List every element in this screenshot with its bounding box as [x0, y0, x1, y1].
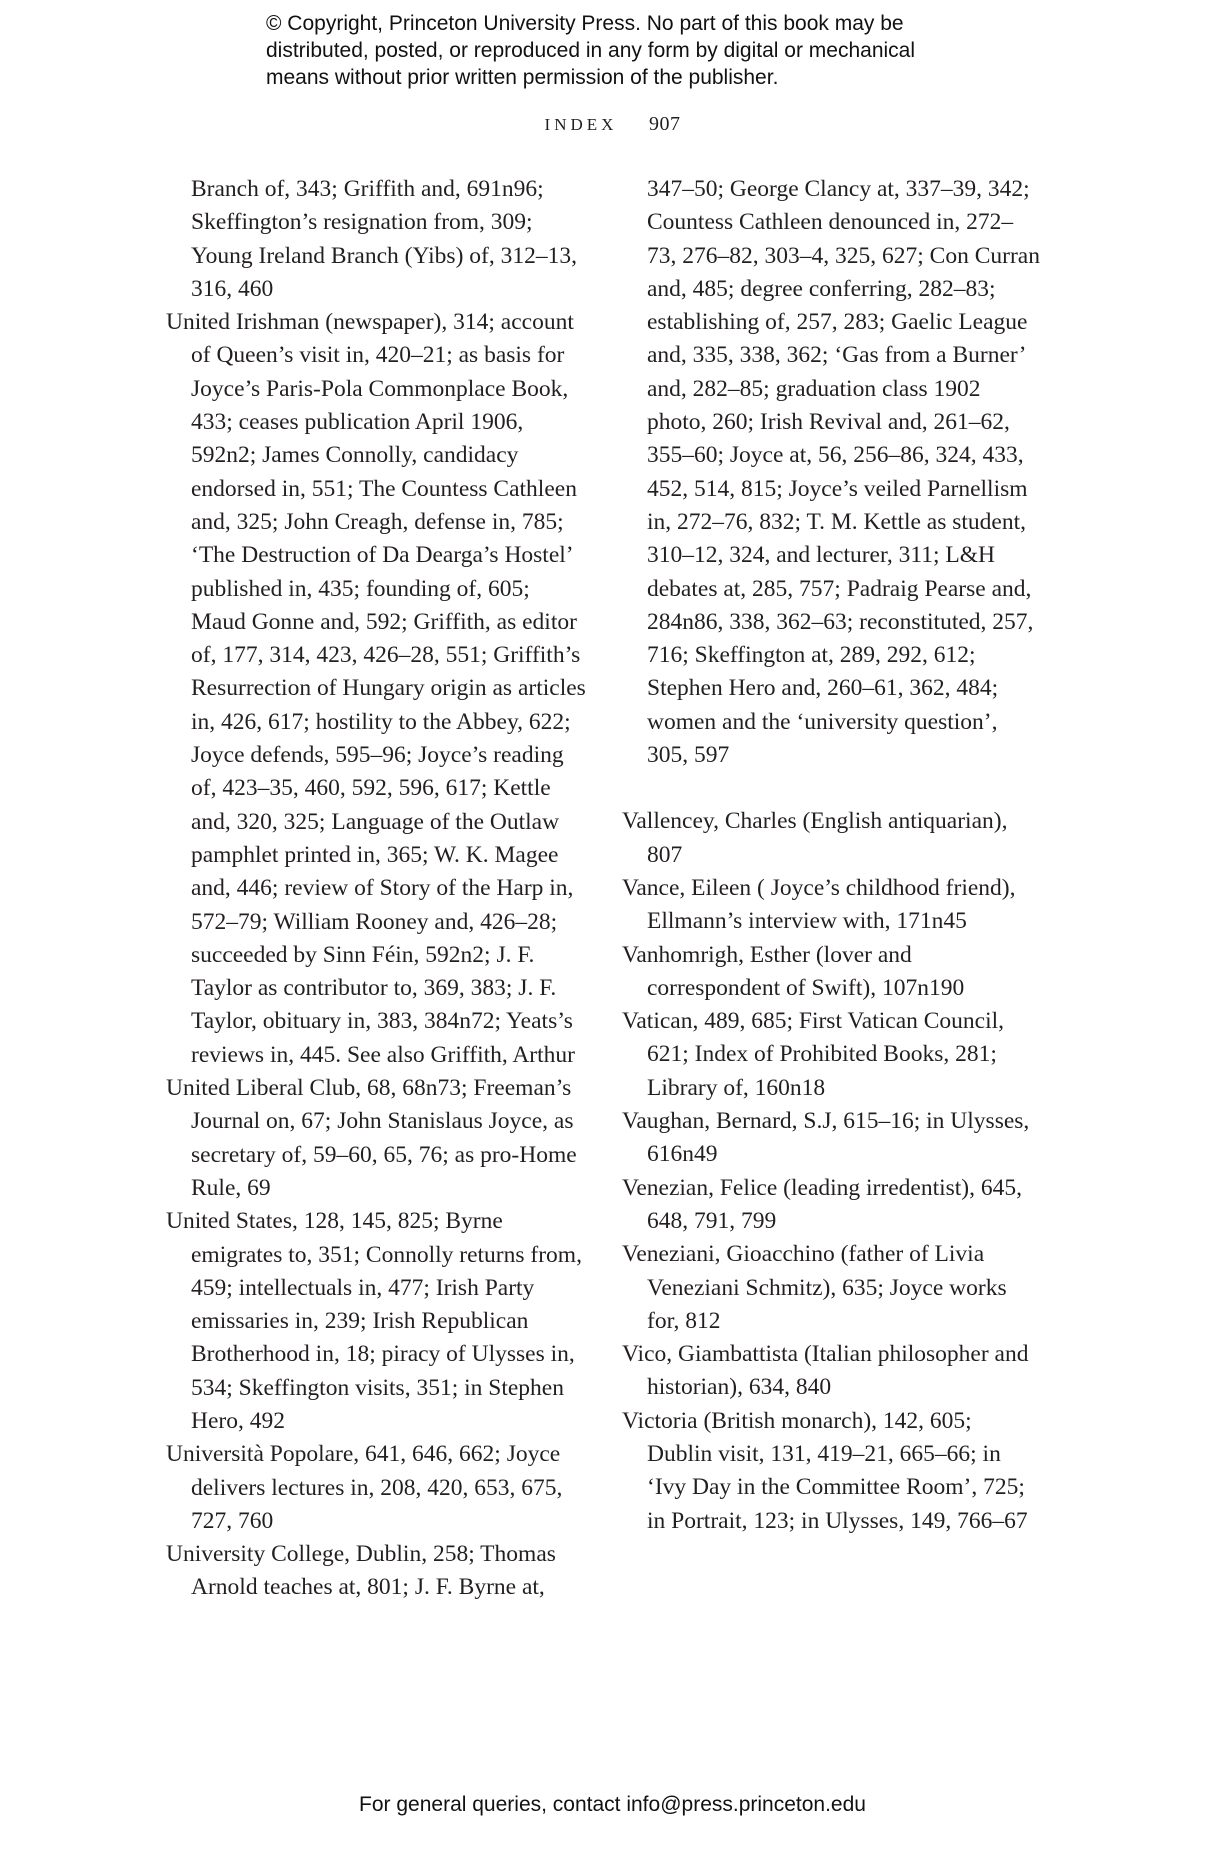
- index-entry: University College, Dublin, 258; Thomas Arnold teaches at, 801; J. F. Byrne at,: [166, 1541, 556, 1601]
- index-entry: Veneziani, Gioacchino (father of Livia Veneziani Schmitz), 635; Joyce works for, 812: [622, 1241, 1007, 1334]
- index-entry-continuation: 347–50; George Clancy at, 337–39, 342; Countess Cathleen denounced in, 272–73, 276–82, 303–4, 325, 627; Con Curran and, 485; degree conferring, 282–83; establishing of, 257, 283; Gaelic League and, 335, 338, 362; ‘Gas from a Burner’ and, 282–85; graduation class 1902 photo, 260; Irish Revival and, 261–62, 355–60; Joyce at, 56, 256–86, 324, 433, 452, 514, 815; Joyce’s veiled Parnellism in, 272–76, 832; T. M. Kettle as student, 310–12, 324, and lecturer, 311; L&H debates at, 285, 757; Padraig Pearse and, 284n86, 338, 362–63; reconstituted, 257, 716; Skeffington at, 289, 292, 612; Stephen Hero and, 260–61, 362, 484; women and the ‘university question’, 305, 597: [647, 176, 1040, 769]
- copyright-line: distributed, posted, or reproduced in any form by digital or mechanical: [266, 39, 916, 62]
- section-gap: [622, 772, 1042, 805]
- index-entry: Vico, Giambattista (Italian philosopher and historian), 634, 840: [622, 1341, 1029, 1401]
- index-entry-continuation: Branch of, 343; Griffith and, 691n96; Skeffington’s resignation from, 309; Young Ireland Branch (Yibs) of, 312–13, 316, 460: [191, 176, 577, 302]
- running-head: [0, 113, 1225, 136]
- index-entry: Vatican, 489, 685; First Vatican Council, 621; Index of Prohibited Books, 281; Library of, 160n18: [622, 1008, 1005, 1101]
- index-entry: Vanhomrigh, Esther (lover and correspondent of Swift), 107n190: [622, 941, 965, 1001]
- index-column-left: [166, 173, 586, 1605]
- running-head-label: INDEX: [544, 115, 618, 134]
- index-entry: United Irishman (newspaper), 314; account of Queen’s visit in, 420–21; as basis for Joyce’s Paris-Pola Commonplace Book, 433; ceases publication April 1906, 592n2; James Connolly, candidacy endorsed in, 551; The Countess Cathleen and, 325; John Creagh, defense in, 785; ‘The Destruction of Da Dearga’s Hostel’ published in, 435; founding of, 605; Maud Gonne and, 592; Griffith, as editor of, 177, 314, 423, 426–28, 551; Griffith’s Resurrection of Hungary origin as articles in, 426, 617; hostility to the Abbey, 622; Joyce defends, 595–96; Joyce’s reading of, 423–35, 460, 592, 596, 617; Kettle and, 320, 325; Language of the Outlaw pamphlet printed in, 365; W. K. Magee and, 446; review of Story of the Harp in, 572–79; William Rooney and, 426–28; succeeded by Sinn Féin, 592n2; J. F. Taylor as contributor to, 369, 383; J. F. Taylor, obituary in, 383, 384n72; Yeats’s reviews in, 445. See also Griffith, Arthur: [166, 309, 586, 1068]
- index-entry: Vaughan, Bernard, S.J, 615–16; in Ulysses, 616n49: [622, 1108, 1030, 1168]
- index-entry: Università Popolare, 641, 646, 662; Joyce delivers lectures in, 208, 420, 653, 675, 727, 760: [166, 1441, 563, 1534]
- page-number: 907: [648, 113, 681, 135]
- index-entry: Vance, Eileen ( Joyce’s childhood friend), Ellmann’s interview with, 171n45: [622, 874, 1016, 935]
- footer-contact: For general queries, contact info@press.princeton.edu: [359, 1793, 866, 1816]
- index-entry: Venezian, Felice (leading irredentist), 645, 648, 791, 799: [622, 1174, 1023, 1234]
- index-entry: Victoria (British monarch), 142, 605; Dublin visit, 131, 419–21, 665–66; in ‘Ivy Day in the Committee Room’, 725; in Portrait, 123; in Ulysses, 149, 766–67: [622, 1407, 1028, 1534]
- index-column-right: [622, 173, 1042, 1538]
- copyright-line: means without prior written permission of the publisher.: [266, 66, 779, 89]
- copyright-line: © Copyright, Princeton University Press. No part of this book may be: [266, 12, 904, 35]
- index-entry: United Liberal Club, 68, 68n73; Freeman’s Journal on, 67; John Stanislaus Joyce, as secretary of, 59–60, 65, 76; as pro-Home Rule, 69: [166, 1075, 577, 1201]
- copyright-notice: [266, 10, 1026, 91]
- index-entry: Vallencey, Charles (English antiquarian), 807: [622, 808, 1008, 868]
- index-entry: United States, 128, 145, 825; Byrne emigrates to, 351; Connolly returns from, 459; intellectuals in, 477; Irish Party emissaries in, 239; Irish Republican Brotherhood in, 18; piracy of Ulysses in, 534; Skeffington visits, 351; in Stephen Hero, 492: [166, 1208, 582, 1434]
